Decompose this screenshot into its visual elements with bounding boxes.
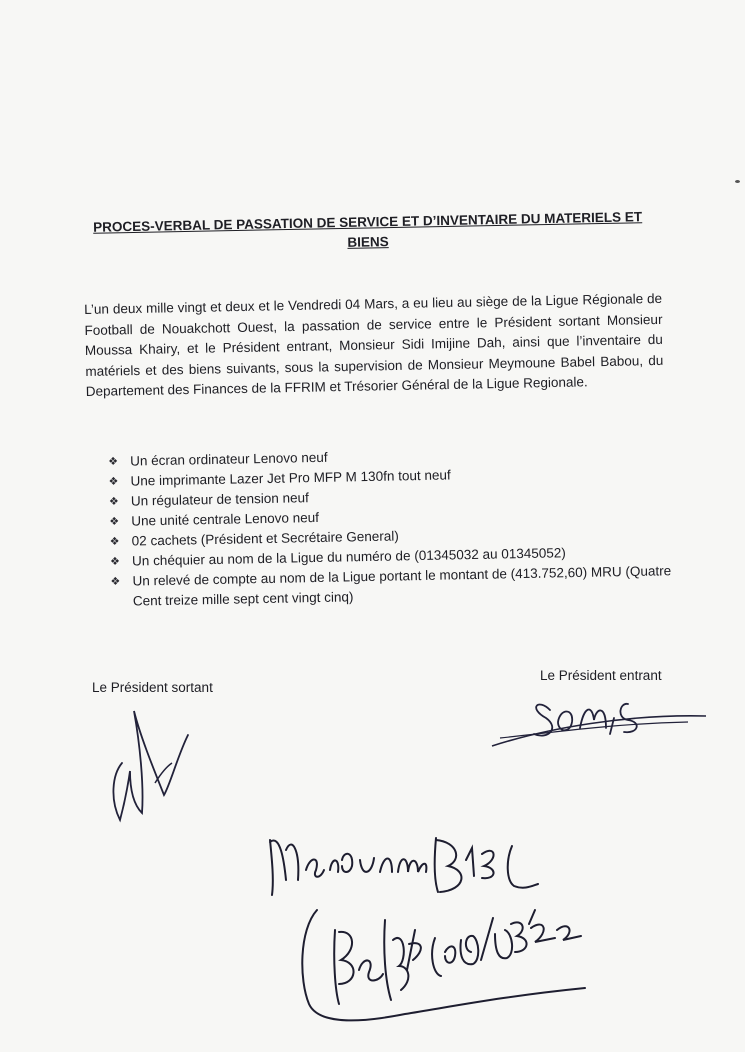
list-item: ❖ Un relevé de compte au nom de la Ligue portant le montant de (413.752,60) MRU (Quatre Cent treize mille sept cent vingt cinq) [110, 563, 672, 609]
inventory-list [108, 441, 681, 612]
incoming-president-label: Le Président entrant [540, 668, 662, 683]
outgoing-president-signature [100, 705, 195, 830]
title-line-2: BIENS [347, 234, 389, 250]
diamond-bullet-icon: ❖ [108, 475, 119, 488]
intro-paragraph: L’un deux mille vingt et deux et le Vendredi 04 Mars, a eu lieu au siège de la Ligue Régionale de Football de Nouakchott Ouest, la passation de service entre le Président sortant Monsieur Moussa Khairy, et le Président entrant, Monsieur Sidi Imijine Dah, ainsi que l’inventaire du matériels et des biens suivants, sous la supervision de Monsieur Meymoune Babel Babou, du Departement des Finances de la FFRIM et Trésorier Général de la Ligue Regionale. [84, 290, 664, 399]
treasurer-signature-name [262, 820, 552, 900]
document-title [80, 207, 656, 258]
diamond-bullet-icon: ❖ [108, 455, 119, 468]
list-item: ❖ Une imprimante Lazer Jet Pro MFP M 130fn tout neuf [108, 461, 678, 492]
outgoing-president-label: Le Président sortant [92, 680, 213, 695]
list-item: ❖ Un régulateur de tension neuf [109, 481, 679, 512]
list-item: ❖ 02 cachets (Président et Secrétaire General) [110, 521, 680, 552]
diamond-bullet-icon: ❖ [109, 535, 120, 548]
list-item: ❖ Un chéquier au nom de la Ligue du numéro de (01345032 au 01345052) [110, 541, 680, 572]
treasurer-signature-date [295, 900, 595, 1030]
list-item: ❖ Un écran ordinateur Lenovo neuf [108, 441, 678, 472]
paper-mark [735, 180, 740, 183]
diamond-bullet-icon: ❖ [109, 515, 120, 528]
diamond-bullet-icon: ❖ [110, 575, 121, 588]
list-item: ❖ Une unité centrale Lenovo neuf [109, 501, 679, 532]
diamond-bullet-icon: ❖ [109, 555, 121, 568]
diamond-bullet-icon: ❖ [108, 495, 119, 508]
incoming-president-signature [488, 688, 713, 758]
title-line-1: PROCES-VERBAL DE PASSATION DE SERVICE ET D’INVENTAIRE DU MATERIELS ET [92, 209, 643, 235]
